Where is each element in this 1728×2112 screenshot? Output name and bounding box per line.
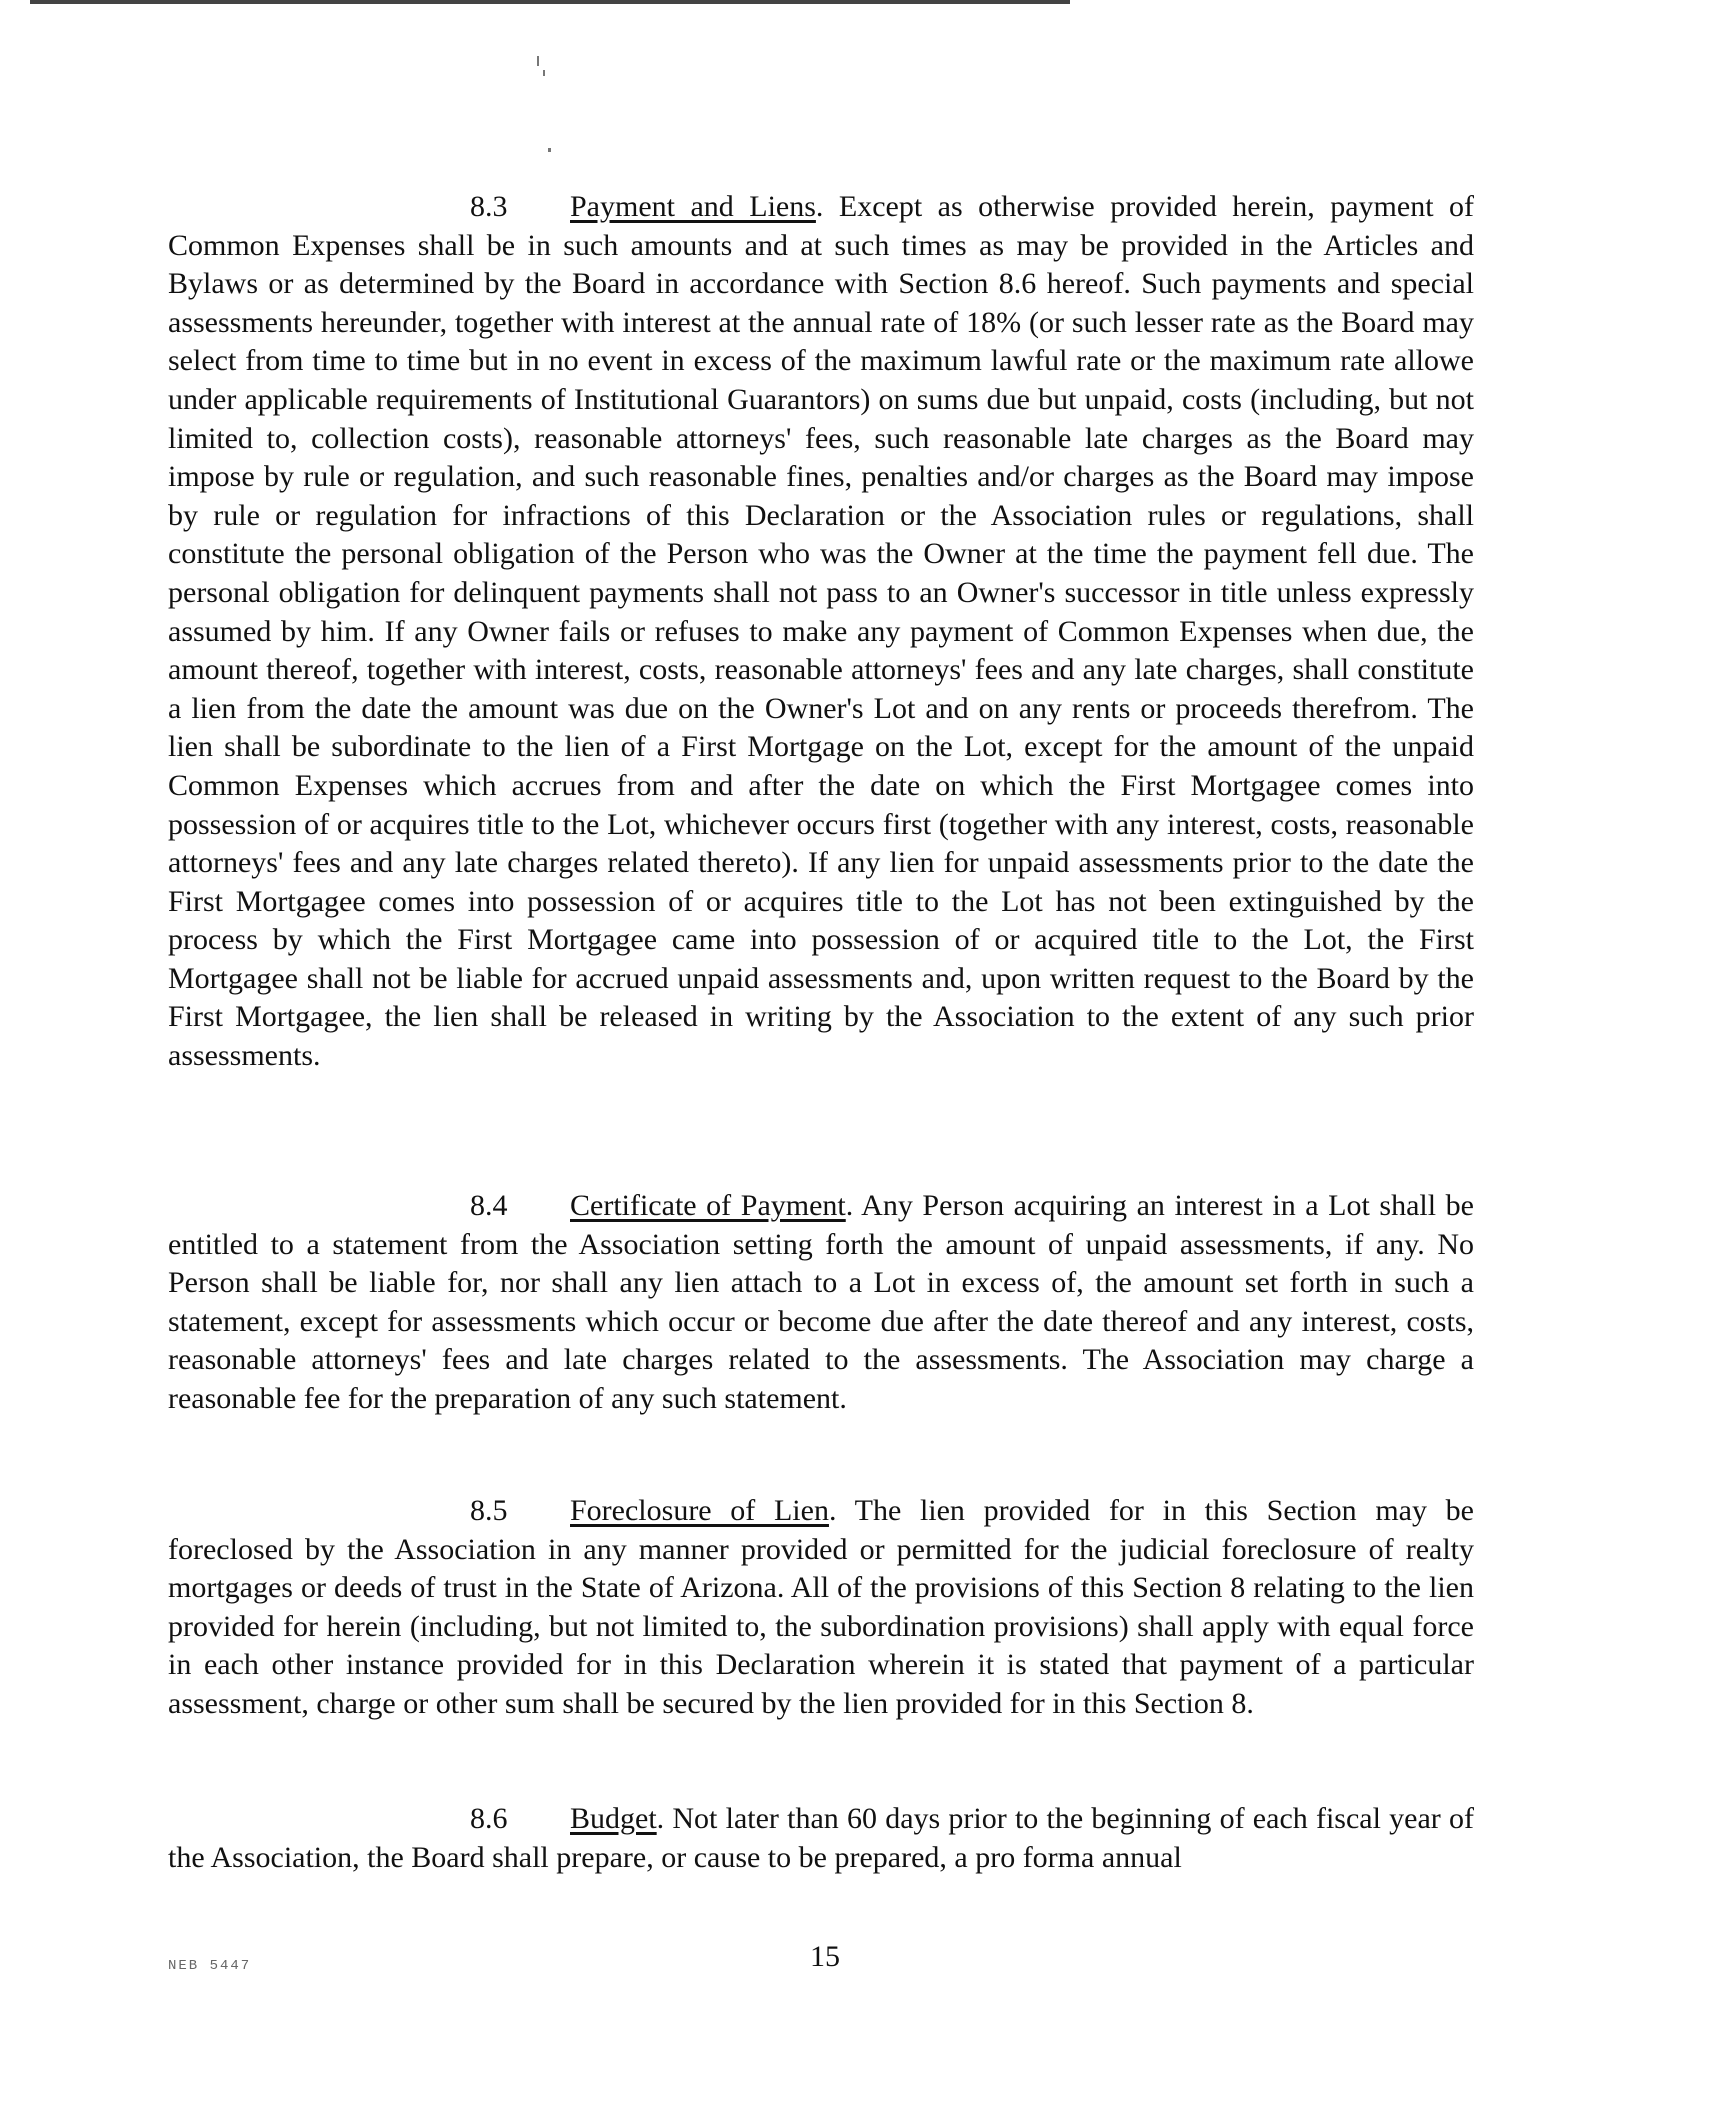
section-number: 8.5 [470, 1494, 508, 1527]
scan-speck [543, 70, 545, 76]
section-title: Foreclosure of Lien [570, 1494, 829, 1527]
scan-speck [537, 56, 539, 66]
section-number: 8.4 [470, 1189, 508, 1222]
section-paragraph [168, 1187, 1474, 1419]
section-8-3 [168, 188, 1474, 1076]
section-paragraph [168, 1800, 1474, 1877]
section-title: Budget [570, 1802, 657, 1835]
section-title: Payment and Liens [570, 190, 816, 223]
page-number: 15 [810, 1940, 840, 1973]
scan-speck [548, 148, 551, 152]
section-paragraph [168, 188, 1474, 1076]
section-title: Certificate of Payment [570, 1189, 846, 1222]
section-8-5 [168, 1492, 1474, 1724]
section-body: . Not later than 60 days prior to the beginning of each fiscal year of the Association, the Board shall prepare, or cause to be prepared, a pro forma annual [168, 1802, 1474, 1874]
section-number: 8.3 [470, 190, 508, 223]
section-8-4 [168, 1187, 1474, 1419]
section-paragraph [168, 1492, 1474, 1724]
top-edge-rule [30, 0, 1070, 4]
section-body: . The lien provided for in this Section may be foreclosed by the Association in any manner provided or permitted for the judicial foreclosure of realty mortgages or deeds of trust in the State of Arizona. All of the provisions of this Section 8 relating to the lien provided for herein (including, but not limited to, the subordination provisions) shall apply with equal force in each other instance provided for in this Declaration wherein it is stated that payment of a particular assessment, charge or other sum shall be secured by the lien provided for in this Section 8. [168, 1494, 1474, 1720]
document-code: NEB 5447 [168, 1958, 252, 1974]
section-8-6 [168, 1800, 1474, 1877]
section-body: . Except as otherwise provided herein, payment of Common Expenses shall be in such amounts and at such times as may be provided in the Articles and Bylaws or as determined by the Board in accordance with Section 8.6 hereof. Such payments and special assessments hereunder, together with interest at the annual rate of 18% (or such lesser rate as the Board may select from time to time but in no event in excess of the maximum lawful rate or the maximum rate allowe under applicable requirements of Institutional Guarantors) on sums due but unpaid, costs (including, but not limited to, collection costs), reasonable attorneys' fees, such reasonable late charges as the Board may impose by rule or regulation, and such reasonable fines, penalties and/or charges as the Board may impose by rule or regulation for infractions of this Declaration or the Association rules or regulations, shall constitute the personal obligation of the Person who was the Owner at the time the payment fell due. The personal obligation for delinquent payments shall not pass to an Owner's successor in title unless expressly assumed by him. If any Owner fails or refuses to make any payment of Common Expenses when due, the amount thereof, together with interest, costs, reasonable attorneys' fees and any late charges, shall constitute a lien from the date the amount was due on the Owner's Lot and on any rents or proceeds therefrom. The lien shall be subordinate to the lien of a First Mortgage on the Lot, except for the amount of the unpaid Common Expenses which accrues from and after the date on which the First Mortgagee comes into possession of or acquires title to the Lot, whichever occurs first (together with any interest, costs, reasonable attorneys' fees and any late charges related thereto). If any lien for unpaid assessments prior to the date the First Mortgagee comes into possession of or acquires title to the Lot has not been extinguished by the process by which the First Mortgagee came into possession of or acquired title to the Lot, the First Mortgagee shall not be liable for accrued unpaid assessments and, upon written request to the Board by the First Mortgagee, the lien shall be released in writing by the Association to the extent of any such prior assessments. [168, 190, 1474, 1073]
section-number: 8.6 [470, 1802, 508, 1835]
section-body: . Any Person acquiring an interest in a Lot shall be entitled to a statement from the Association setting forth the amount of unpaid assessments, if any. No Person shall be liable for, nor shall any lien attach to a Lot in excess of, the amount set forth in such a statement, except for assessments which occur or become due after the date thereof and any interest, costs, reasonable attorneys' fees and late charges related to the assessments. The Association may charge a reasonable fee for the preparation of any such statement. [168, 1189, 1474, 1415]
